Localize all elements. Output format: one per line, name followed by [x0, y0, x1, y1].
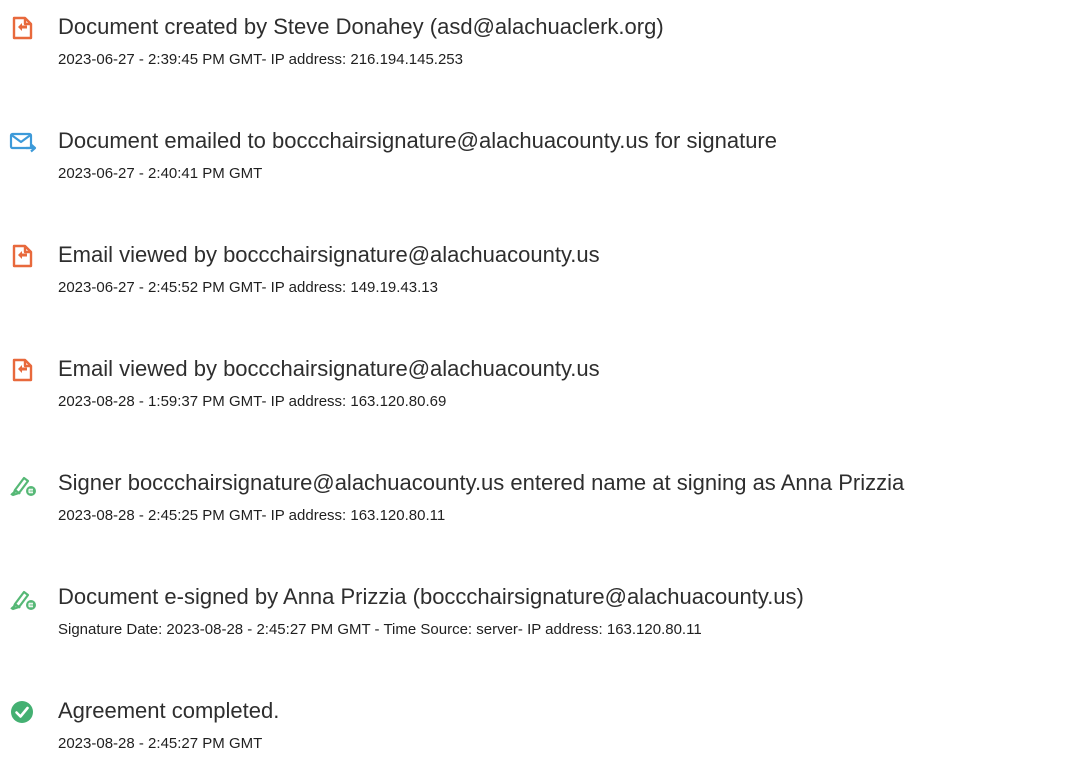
event-title: Document created by Steve Donahey (asd@alachuaclerk.org) — [58, 14, 664, 39]
event-timestamp: 2023-06-27 - 2:39:45 PM GMT- IP address: 216.194.145.253 — [58, 51, 463, 68]
event-title: Agreement completed. — [58, 698, 280, 723]
email-sent-icon — [8, 128, 38, 156]
event-title: Document e-signed by Anna Prizzia (boccchairsignature@alachuacounty.us) — [58, 584, 804, 609]
document-icon — [8, 14, 38, 42]
event-timestamp: 2023-06-27 - 2:45:52 PM GMT- IP address: 149.19.43.13 — [58, 279, 438, 296]
event-title: Email viewed by boccchairsignature@alachuacounty.us — [58, 356, 600, 381]
check-circle-icon — [8, 698, 38, 726]
document-icon — [8, 242, 38, 270]
event-timestamp: 2023-06-27 - 2:40:41 PM GMT — [58, 165, 263, 182]
pen-signer-icon — [8, 584, 38, 612]
event-timestamp: 2023-08-28 - 2:45:27 PM GMT — [58, 735, 263, 752]
event-title: Email viewed by boccchairsignature@alachuacounty.us — [58, 242, 600, 267]
event-timestamp: 2023-08-28 - 1:59:37 PM GMT- IP address: 163.120.80.69 — [58, 393, 447, 410]
event-timestamp: 2023-08-28 - 2:45:25 PM GMT- IP address: 163.120.80.11 — [58, 507, 446, 524]
event-title: Signer boccchairsignature@alachuacounty.us entered name at signing as Anna Prizzia — [58, 470, 905, 495]
event-title: Document emailed to boccchairsignature@alachuacounty.us for signature — [58, 128, 777, 153]
event-timestamp: Signature Date: 2023-08-28 - 2:45:27 PM GMT - Time Source: server- IP address: 163.120.80.11 — [58, 621, 702, 638]
document-icon — [8, 356, 38, 384]
pen-signer-icon — [8, 470, 38, 498]
